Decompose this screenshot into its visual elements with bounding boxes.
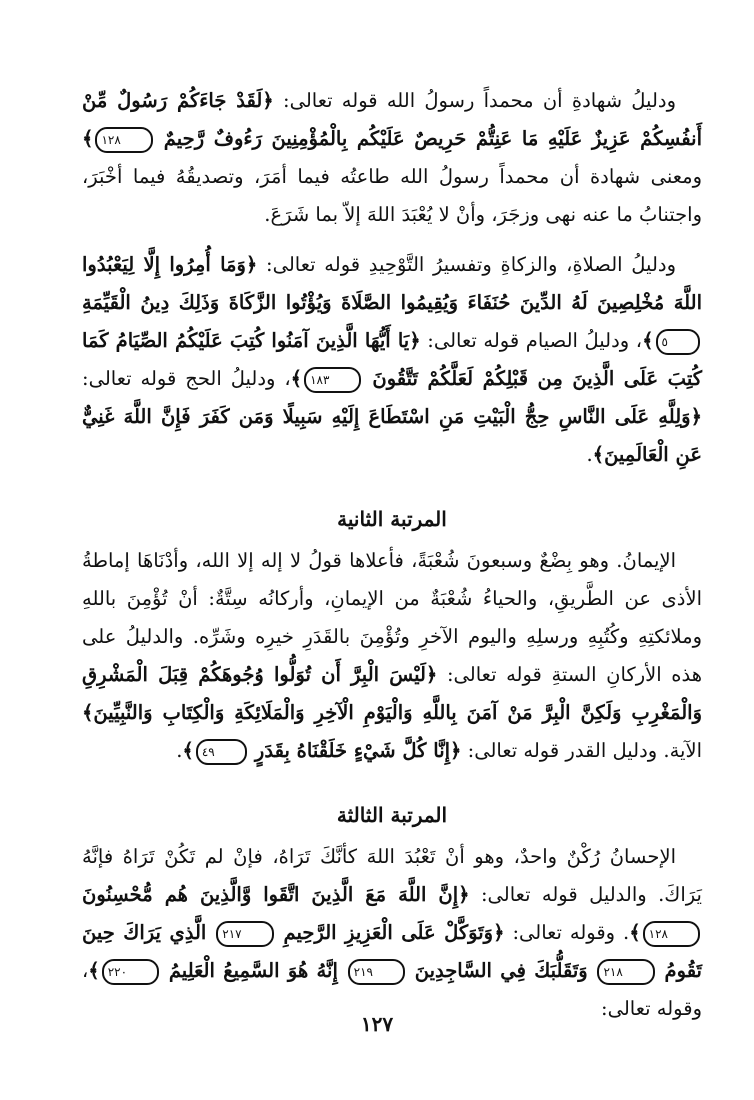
quran-bracket: ﴾ <box>290 367 303 390</box>
page-body <box>82 82 702 1040</box>
quran-verse: ﴿إِنَّ اللَّهَ مَعَ الَّذِينَ اتَّقَوا وَّالَّذِينَ هُم مُّحْسِنُونَ <box>82 883 470 906</box>
quran-verse: ﴿وَمَا أُمِرُوا إِلَّا لِيَعْبُدُوا اللَّهَ مُخْلِصِينَ لَهُ الدِّينَ حُنَفَاءَ وَيُقِيمُوا الصَّلَاةَ وَيُؤْتُوا الزَّكَاةَ وَذَلِكَ دِينُ الْقَيِّمَةِ <box>82 253 702 314</box>
verse-number: ١٢٨ <box>643 921 700 947</box>
verse-number: ١٢٨ <box>95 127 152 153</box>
text: الآية. ودليل القدر قوله تعالى: <box>467 739 702 762</box>
verse-number: ٢١٩ <box>348 959 405 985</box>
verse-number: ٢٢٠ <box>102 959 159 985</box>
quran-verse: ﴿وَلِلَّهِ عَلَى النَّاسِ حِجُّ الْبَيْتِ مَنِ اسْتَطَاعَ إِلَيْهِ سَبِيلًا وَمَن كَفَرَ فَإِنَّ اللَّهَ غَنِيٌّ عَنِ الْعَالَمِينَ﴾ <box>82 405 702 466</box>
quran-bracket: ﴾ <box>642 329 654 352</box>
paragraph-iman <box>82 542 702 770</box>
section-heading-second: المرتبة الثانية <box>337 507 447 531</box>
verse-number: ١٨٣ <box>304 367 361 393</box>
page-number: ١٢٧ <box>360 1012 394 1036</box>
text: ، وقوله تعالى: <box>82 959 702 1020</box>
quran-verse: وَتَقَلُّبَكَ فِي السَّاجِدِينَ <box>414 959 588 982</box>
text: . <box>586 443 593 466</box>
text: الإحسانُ رُكْنٌ واحدٌ، وهو أنْ تَعْبُدَ اللهَ كأنَّكَ تَرَاهُ، فإنْ لم تَكُنْ تَرَاهُ فإنَّهُ يَرَاكَ. والدليل قوله تعالى: <box>82 845 702 906</box>
text: . وقوله تعالى: <box>512 921 630 944</box>
section-heading-third: المرتبة الثالثة <box>336 803 448 827</box>
quran-bracket: ﴾ <box>629 921 641 944</box>
text: ، ودليلُ الحج قوله تعالى: <box>82 367 291 390</box>
verse-number: ٤٩ <box>196 739 247 765</box>
quran-verse: ﴿وَتَوَكَّلْ عَلَى الْعَزِيزِ الرَّحِيمِ <box>283 921 505 944</box>
text: ومعنى شهادة أن محمداً رسولُ الله طاعتُه فيما أمَرَ، وتصديقُهُ فيما أخْبَرَ، واجتنابُ ما عنه نهى وزجَرَ، وأنْ لا يُعْبَدَ اللهَ إلاّ بما شَرَعَ. <box>82 165 702 226</box>
text: . <box>176 739 183 762</box>
text: ودليلُ الصلاةِ، والزكاةِ وتفسيرُ التَّوْحِيدِ قوله تعالى: <box>266 253 676 276</box>
quran-verse: ﴿إِنَّا كُلَّ شَيْءٍ خَلَقْنَاهُ بِقَدَرٍ <box>254 739 462 762</box>
text: ، ودليلُ الصيام قوله تعالى: <box>427 329 643 352</box>
quran-verse: إِنَّهُ هُوَ السَّمِيعُ الْعَلِيمُ <box>168 959 338 982</box>
quran-bracket: ﴾ <box>182 739 194 762</box>
quran-verse: ﴿يَا أَيُّهَا الَّذِينَ آمَنُوا كُتِبَ عَلَيْكُمُ الصِّيَامُ كَمَا كُتِبَ عَلَى الَّذِينَ مِن قَبْلِكُمْ لَعَلَّكُمْ تَتَّقُونَ <box>82 329 702 390</box>
verse-number: ٢١٧ <box>216 921 273 947</box>
paragraph-pillars <box>82 246 702 474</box>
quran-verse: ﴿لَيْسَ الْبِرَّ أَن تُوَلُّوا وُجُوهَكُمْ قِبَلَ الْمَشْرِقِ وَالْمَغْرِبِ وَلَكِنَّ الْبِرَّ مَنْ آمَنَ بِاللَّهِ وَالْيَوْمِ الْآخِرِ وَالْمَلَائِكَةِ وَالْكِتَابِ وَالنَّبِيِّينَ﴾ <box>82 663 702 724</box>
quran-bracket: ﴾ <box>82 127 94 150</box>
quran-bracket: ﴾ <box>88 959 100 982</box>
text: ودليلُ شهادةِ أن محمداً رسولُ الله قوله تعالى: <box>283 89 676 112</box>
paragraph-shahada <box>82 82 702 234</box>
text: الإيمانُ. وهو بِضْعٌ وسبعونَ شُعْبَةً، فأعلاها قولُ لا إله إلا الله، وأدْنَاهَا إماطةُ الأذى عن الطَّريقِ، والحياءُ شُعْبَةٌ من الإيمانِ، وأركانُه سِتَّةٌ: أنْ تُؤْمِنَ باللهِ وملائكتِهِ وكُتُبِهِ ورسلِهِ واليوم الآخرِ وتُؤْمِنَ بالقَدَرِ خيرِه وشَرِّه. والدليلُ على هذه الأركانِ الستةِ قوله تعالى: <box>82 549 702 686</box>
quran-verse: الَّذِي يَرَاكَ حِينَ تَقُومُ <box>82 921 702 982</box>
verse-number: ٥ <box>656 329 700 355</box>
paragraph-ihsan <box>82 838 702 1028</box>
verse-number: ٢١٨ <box>597 959 654 985</box>
quran-verse: ﴿لَقَدْ جَاءَكُمْ رَسُولٌ مِّنْ أَنفُسِكُمْ عَزِيزٌ عَلَيْهِ مَا عَنِتُّمْ حَرِيصٌ عَلَيْكُم بِالْمُؤْمِنِينَ رَءُوفٌ رَّحِيمٌ <box>82 89 702 150</box>
